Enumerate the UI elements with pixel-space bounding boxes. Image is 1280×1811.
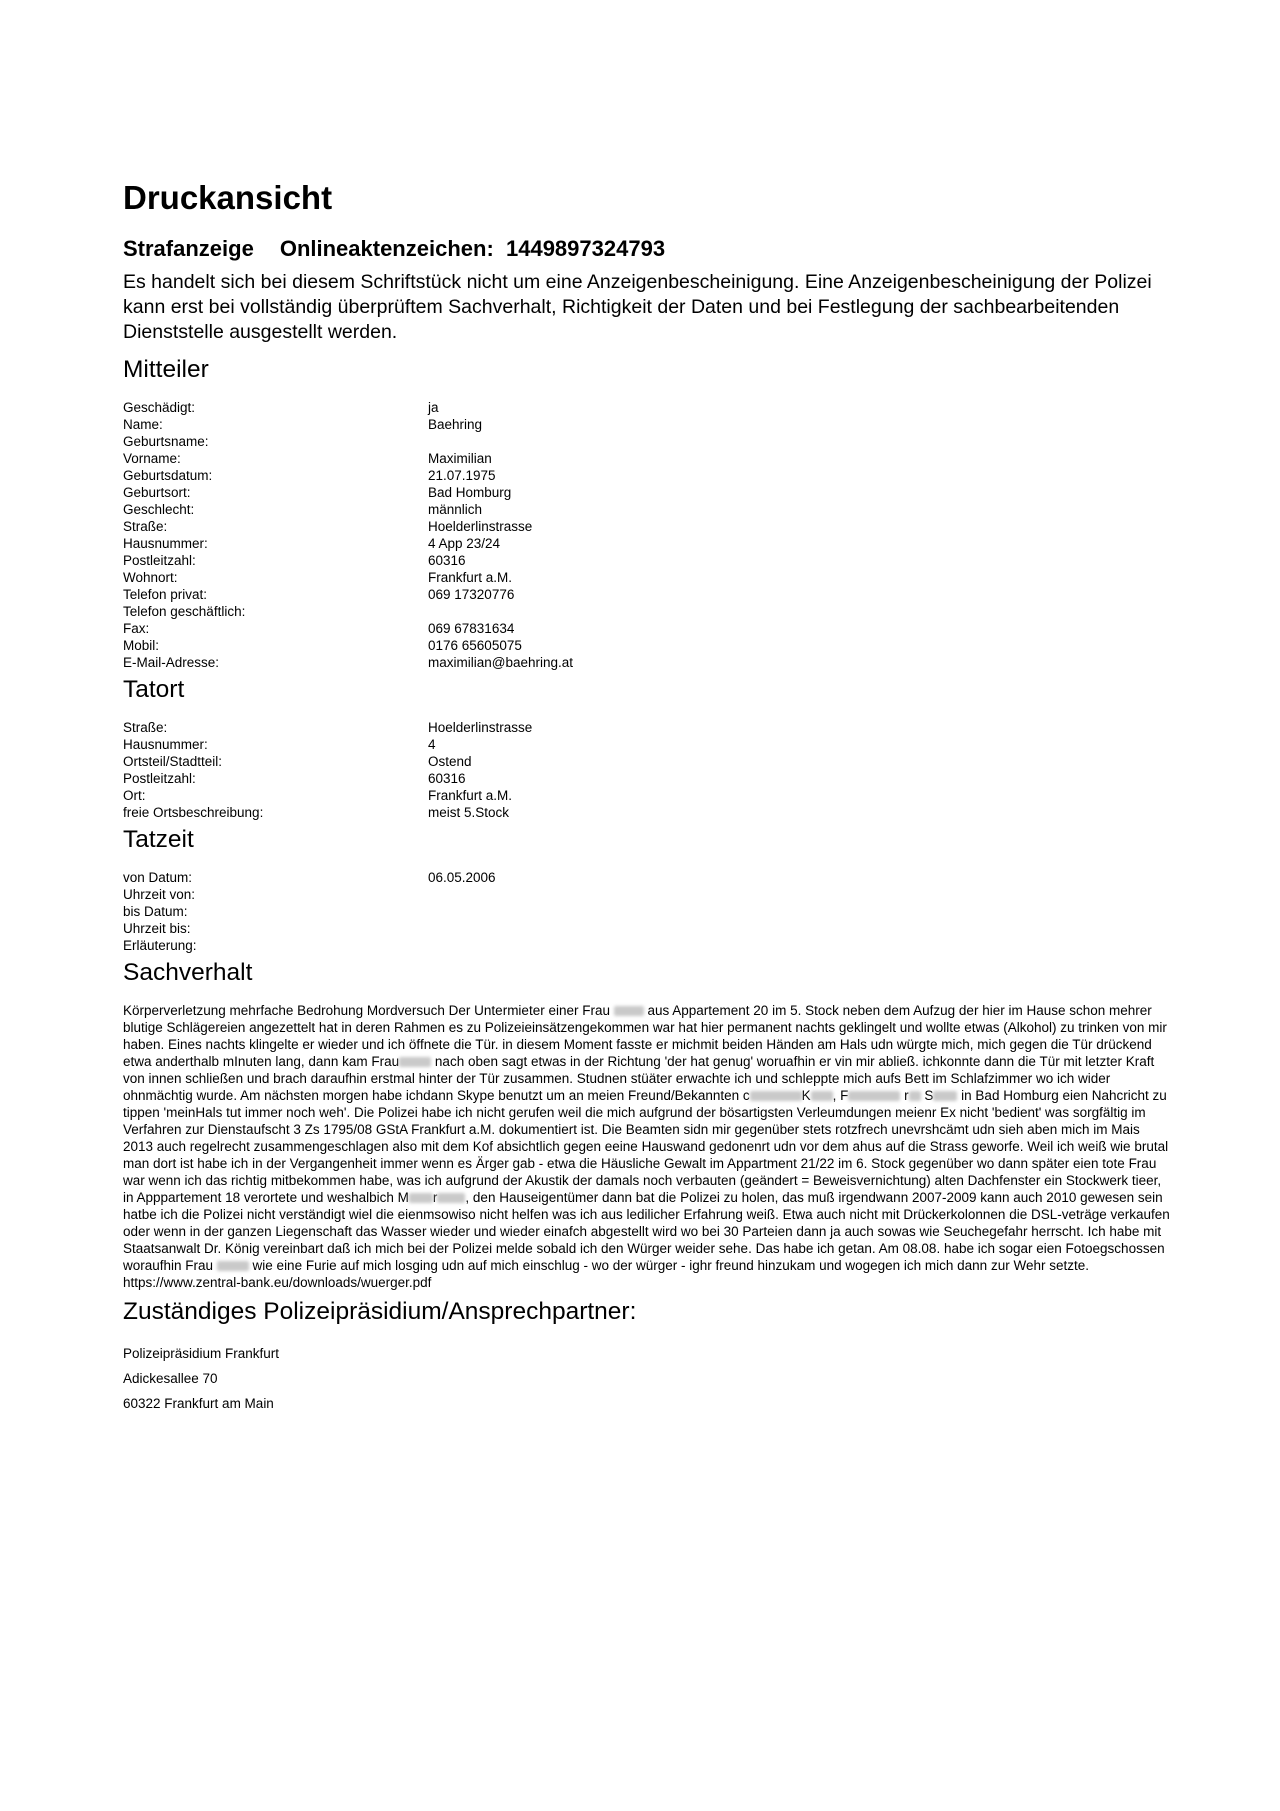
field-label: Ortsteil/Stadtteil: xyxy=(123,754,223,769)
mitteiler-field-row xyxy=(123,637,1173,654)
field-label: Geschädigt: xyxy=(123,400,196,415)
section-heading-mitteiler: Mitteiler xyxy=(123,356,209,383)
field-label: freie Ortsbeschreibung: xyxy=(123,805,264,820)
field-value xyxy=(428,920,1173,937)
text-run: , F xyxy=(832,1088,849,1103)
field-value: 4 App 23/24 xyxy=(428,536,501,551)
tatort-field-row xyxy=(123,804,1173,821)
text-run: S xyxy=(920,1088,934,1103)
tatzeit-fields xyxy=(123,869,1173,954)
tatzeit-field-row xyxy=(123,886,1173,903)
tatort-field-row xyxy=(123,736,1173,753)
document-subtitle xyxy=(123,234,1173,264)
mitteiler-field-row xyxy=(123,433,1173,450)
redacted-name xyxy=(750,1091,802,1101)
field-label: Erläuterung: xyxy=(123,938,197,953)
redacted-name xyxy=(399,1057,431,1067)
field-label: Postleitzahl: xyxy=(123,771,196,786)
text-run: r xyxy=(432,1190,438,1205)
field-label: Straße: xyxy=(123,519,168,534)
text-run: wie eine Furie auf mich losging udn auf mich einschlug - wo der würger - ighr freund hinzukam und wogegen ich mich dann zur Wehr setzte. https://www.zentral-bank.eu/downloads/wuerger.pdf xyxy=(123,1258,1089,1290)
mitteiler-field-row xyxy=(123,501,1173,518)
tatort-field-row xyxy=(123,753,1173,770)
redacted-name xyxy=(217,1261,249,1271)
text-run: aus Appartement 20 im 5. Stock neben dem Aufzug der hier im Hause schon mehrer blutige Schlägereien angezettelt hat in deren Rahmen es zu Polizeieinsätzengekommen war hat hier permanent nachts geklingelt und wollte etwas (Alkohol) zu trinken von mir haben. Eines nachts klingelte er wieder und ich öffnete die Tür. in diesem Moment fasste er michmit beiden Händen am Hals udn würgte mich, mich gegen die Tür drückend etwa anderthalb mInuten lang, dann kam Frau xyxy=(123,1003,1167,1069)
police-contact xyxy=(123,1345,1173,1412)
field-label: Uhrzeit bis: xyxy=(123,921,191,936)
field-value: 60316 xyxy=(428,553,466,568)
field-value: 06.05.2006 xyxy=(428,870,496,885)
text-run: nach oben sagt etwas in der Richtung 'der hat genug' woruafhin er vin mir abließ. ichkonnte dann die Tür mit letzter Kraft von innen schließen und brach daraufhin erstmal hinter der Tür zusammen. Studnen stüäter erwachte ich und schleppte mich aufs Bett im Schlafzimmer wo ich wider ohnmächtig wurde. Am nächsten morgen habe ichdann Skype benutzt um an meien Freund/Bekannten c xyxy=(123,1054,1155,1103)
field-label: Wohnort: xyxy=(123,570,178,585)
field-value: 4 xyxy=(428,737,436,752)
field-label: Postleitzahl: xyxy=(123,553,196,568)
mitteiler-field-row xyxy=(123,603,1173,620)
mitteiler-field-row xyxy=(123,416,1173,433)
print-page xyxy=(123,178,1173,1420)
field-value: Bad Homburg xyxy=(428,485,512,500)
tatort-fields xyxy=(123,719,1173,821)
disclaimer-notice: Es handelt sich bei diesem Schriftstück nicht um eine Anzeigenbescheinigung. Eine Anzeigenbescheinigung der Polizei kann erst bei vollständig überprüftem Sachverhalt, Richtigkeit der Daten und bei Festlegung der sachbearbeitenden Dienststelle ausgestellt werden. xyxy=(123,271,1152,343)
field-value xyxy=(428,937,1173,954)
mitteiler-field-row xyxy=(123,552,1173,569)
field-value: Baehring xyxy=(428,417,483,432)
field-label: von Datum: xyxy=(123,870,193,885)
field-label: E-Mail-Adresse: xyxy=(123,655,220,670)
field-value: maximilian@baehring.at xyxy=(428,655,574,670)
sachverhalt-text xyxy=(123,1002,1173,1291)
contact-line-city: 60322 Frankfurt am Main xyxy=(123,1396,274,1411)
redacted-name xyxy=(933,1091,957,1101)
mitteiler-field-row xyxy=(123,518,1173,535)
text-run: K xyxy=(801,1088,811,1103)
field-label: Hausnummer: xyxy=(123,737,208,752)
tatzeit-field-row xyxy=(123,920,1173,937)
field-label: Straße: xyxy=(123,720,168,735)
online-file-number: Onlineaktenzeichen: 1449897324793 xyxy=(279,236,666,261)
field-label: Vorname: xyxy=(123,451,181,466)
field-value: Hoelderlinstrasse xyxy=(428,519,533,534)
field-label: Telefon geschäftlich: xyxy=(123,604,246,619)
field-label: Fax: xyxy=(123,621,150,636)
mitteiler-fields xyxy=(123,399,1173,671)
field-label: Mobil: xyxy=(123,638,160,653)
mitteiler-field-row xyxy=(123,620,1173,637)
text-run: r xyxy=(900,1088,909,1103)
redacted-name xyxy=(437,1193,465,1203)
text-run: , den Hauseigentümer dann bat die Polizei zu holen, das muß irgendwann 2007-2009 kann auch 2010 gewesen sein hatbe ich die Polizei nicht verständigt wiel die eienmsowiso nicht helfen was ich aus ledilicher Erfahrung weiß. Etwa auch nicht mit Drückerkolonnen die DSL-veträge verkaufen oder wenn in der ganzen Liegenschaft das Wasser wieder und wieder einafch abgestellt wird wo bei 30 Parteien dann ja auch sowas wie Seuchegefahr herrscht. Ich habe mit Staatsanwalt Dr. König vereinbart daß ich mich bei der Polizei melde sobald ich den Würger weider sehe. Das habe ich getan. Am 08.08. habe ich sogar eien Fotoegschossen woraufhin Frau xyxy=(123,1190,1170,1273)
tatort-field-row xyxy=(123,719,1173,736)
field-label: Name: xyxy=(123,417,163,432)
field-value: 069 67831634 xyxy=(428,621,515,636)
redacted-name xyxy=(909,1091,921,1101)
field-value xyxy=(428,903,1173,920)
field-value: Maximilian xyxy=(428,451,492,466)
mitteiler-field-row xyxy=(123,484,1173,501)
field-value: Frankfurt a.M. xyxy=(428,570,513,585)
field-value: Hoelderlinstrasse xyxy=(428,720,533,735)
mitteiler-field-row xyxy=(123,399,1173,416)
field-value xyxy=(428,886,1173,903)
contact-line-authority: Polizeipräsidium Frankfurt xyxy=(123,1346,280,1361)
tatzeit-field-row xyxy=(123,903,1173,920)
field-value: meist 5.Stock xyxy=(428,805,510,820)
mitteiler-field-row xyxy=(123,450,1173,467)
redacted-name xyxy=(811,1091,833,1101)
field-value: 0176 65605075 xyxy=(428,638,522,653)
document-type: Strafanzeige xyxy=(123,236,254,261)
field-label: Geburtsname: xyxy=(123,434,209,449)
field-label: bis Datum: xyxy=(123,904,188,919)
field-label: Geschlecht: xyxy=(123,502,195,517)
tatzeit-field-row xyxy=(123,869,1173,886)
redacted-name xyxy=(614,1006,644,1016)
field-label: Ort: xyxy=(123,788,146,803)
field-label: Geburtsdatum: xyxy=(123,468,213,483)
tatort-field-row xyxy=(123,770,1173,787)
field-value xyxy=(428,433,1173,450)
field-value: männlich xyxy=(428,502,483,517)
section-heading-tatzeit: Tatzeit xyxy=(123,826,194,853)
text-run: in Bad Homburg eien Nahcricht zu tippen 'meinHals tut immer noch weh'. Die Polizei habe ich nicht gerufen weil die mich aufgrund der bösartigsten Verleumdungen meienr Ex nicht 'bedient' was sorgfältig im Verfahren zur Dienstaufscht 3 Zs 1795/08 GStA Frankfurt a.M. dokumentiert ist. Die Beamten sidn mir gegenüber stets rotzfrech unevrshcämt udn sieh aben mich im Mais 2013 auch regelrecht zusammengeschlagen also mit dem Kof absichtlich gegen eeine Hauswand gedonenrt udn vor dem ahus auf die Strass geworfe. Weil ich weiß wie brutal man dort ist habe ich in der Vergangenheit immer wenn es Ärger gab - etwa die Häusliche Gewalt im Appartment 21/22 im 6. Stock gegenüber wo dann später eien tote Frau war wenn ich das richtig mitbekommen habe, was ich aufgrund der Akustik der damals noch verbauten (geändert = Beweisvernichtung) alten Dachfenster ein Stockwerk tieer, in Apppartement 18 verortete und weshalbich M xyxy=(123,1088,1169,1205)
field-value: Frankfurt a.M. xyxy=(428,788,513,803)
contact-line-street: Adickesallee 70 xyxy=(123,1371,218,1386)
field-value: 069 17320776 xyxy=(428,587,515,602)
field-label: Uhrzeit von: xyxy=(123,887,196,902)
mitteiler-field-row xyxy=(123,467,1173,484)
field-value: Ostend xyxy=(428,754,472,769)
redacted-name xyxy=(409,1193,433,1203)
mitteiler-field-row xyxy=(123,586,1173,603)
redacted-name xyxy=(848,1091,900,1101)
tatort-field-row xyxy=(123,787,1173,804)
section-heading-sachverhalt: Sachverhalt xyxy=(123,959,253,986)
field-value: 60316 xyxy=(428,771,466,786)
field-value xyxy=(428,603,1173,620)
field-label: Telefon privat: xyxy=(123,587,208,602)
field-value: ja xyxy=(428,400,439,415)
field-label: Hausnummer: xyxy=(123,536,208,551)
page-title: Druckansicht xyxy=(123,179,333,216)
section-heading-contact: Zuständiges Polizeipräsidium/Ansprechpartner: xyxy=(123,1298,637,1325)
mitteiler-field-row xyxy=(123,569,1173,586)
section-heading-tatort: Tatort xyxy=(123,676,185,703)
tatzeit-field-row xyxy=(123,937,1173,954)
field-label: Geburtsort: xyxy=(123,485,191,500)
field-value: 21.07.1975 xyxy=(428,468,496,483)
mitteiler-field-row xyxy=(123,535,1173,552)
text-run: Körperverletzung mehrfache Bedrohung Mordversuch Der Untermieter einer Frau xyxy=(123,1003,614,1018)
mitteiler-field-row xyxy=(123,654,1173,671)
